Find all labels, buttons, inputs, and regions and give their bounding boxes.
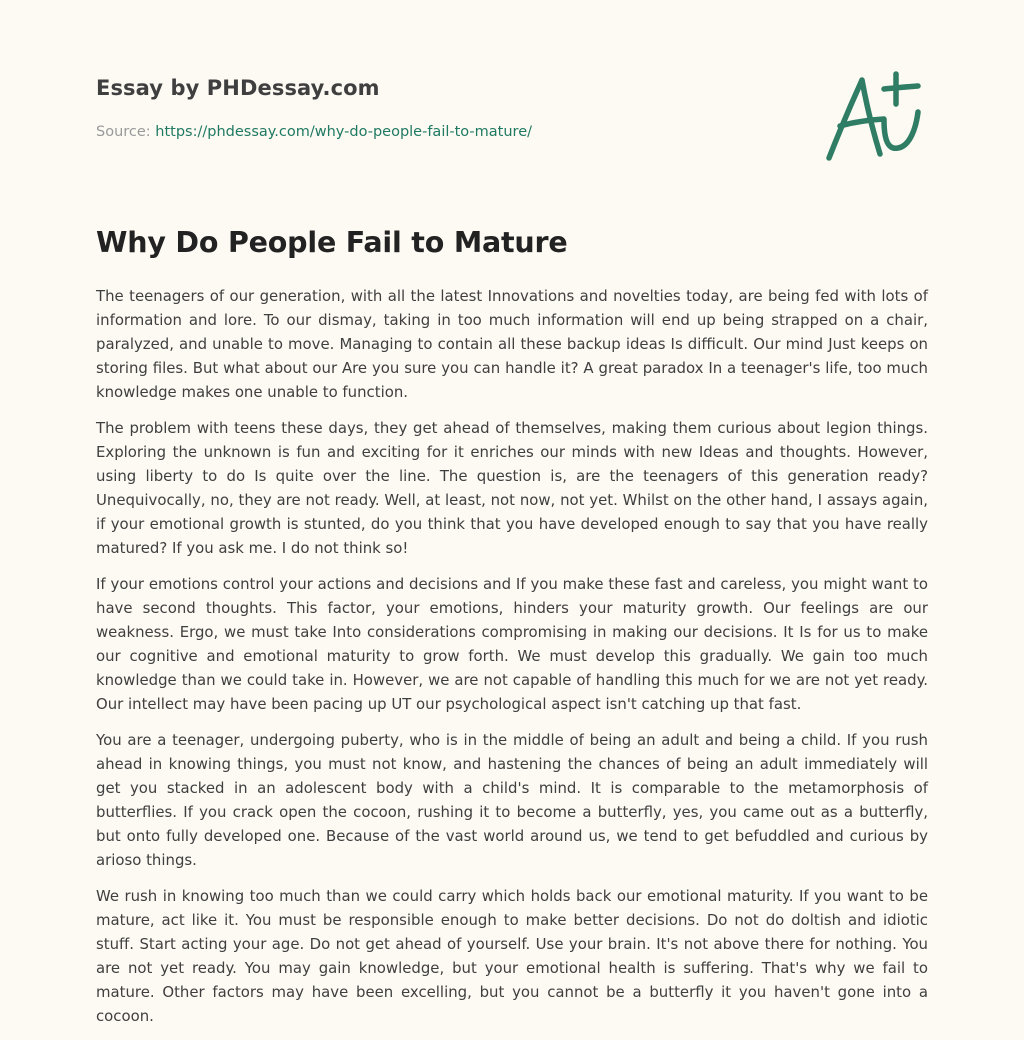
site-title: Essay by PHDessay.com — [96, 76, 380, 100]
essay-body — [96, 284, 928, 1040]
essay-paragraph-4: You are a teenager, undergoing puberty, who is in the middle of being an adult and being a child. If you rush ahead in knowing things, you must not know, and hastening the chances of being an adult immediately will get you stacked in an adolescent body with a child's mind. It is comparable to the metamorphosis of butterflies. If you crack open the cocoon, rushing it to become a butterfly, yes, you came out as a butterfly, but onto fully developed one. Because of the vast world around us, we tend to get befuddled and curious by arioso things. — [96, 731, 928, 869]
source-link[interactable]: https://phdessay.com/why-do-people-fail-to-mature/ — [155, 124, 532, 140]
essay-paragraph-2: The problem with teens these days, they get ahead of themselves, making them curious about legion things. Exploring the unknown is fun and exciting for it enriches our minds with new Ideas and thoughts. However, using liberty to do Is quite over the line. The question is, are the teenagers of this generation ready? Unequivocally, no, they are not ready. Well, at least, not now, not yet. Whilst on the other hand, I assays again, if your emotional growth is stunted, do you think that you have developed enough to say that you have really matured? If you ask me. I do not think so! — [96, 419, 928, 557]
source-line — [96, 124, 532, 140]
source-label: Source: — [96, 124, 151, 140]
essay-paragraph-3: If your emotions control your actions and decisions and If you make these fast and careless, you might want to have second thoughts. This factor, your emotions, hinders your maturity growth. Our feelings are our weakness. Ergo, we must take Into considerations compromising in making our decisions. It Is for us to make our cognitive and emotional maturity to grow forth. We must develop this gradually. We gain too much knowledge than we could take in. However, we are not capable of handling this much for we are not yet ready. Our intellect may have been pacing up UT our psychological aspect isn't catching up that fast. — [96, 575, 928, 713]
a-plus-logo-icon — [816, 64, 934, 168]
essay-title: Why Do People Fail to Mature — [96, 226, 568, 259]
essay-paragraph-5: We rush in knowing too much than we could carry which holds back our emotional maturity. If you want to be mature, act like it. You must be responsible enough to make better decisions. Do not do doltish and idiotic stuff. Start acting your age. Do not get ahead of yourself. Use your brain. It's not above there for nothing. You are not yet ready. You may gain knowledge, but your emotional health is suffering. That's why we fail to mature. Other factors may have been excelling, but you cannot be a butterfly it you haven't gone into a cocoon. — [96, 887, 928, 1025]
essay-paragraph-1: The teenagers of our generation, with all the latest Innovations and novelties today, are being fed with lots of information and lore. To our dismay, taking in too much information will end up being strapped on a chair, paralyzed, and unable to move. Managing to contain all these backup ideas Is difficult. Our mind Just keeps on storing files. But what about our Are you sure you can handle it? A great paradox In a teenager's life, too much knowledge makes one unable to function. — [96, 287, 928, 401]
